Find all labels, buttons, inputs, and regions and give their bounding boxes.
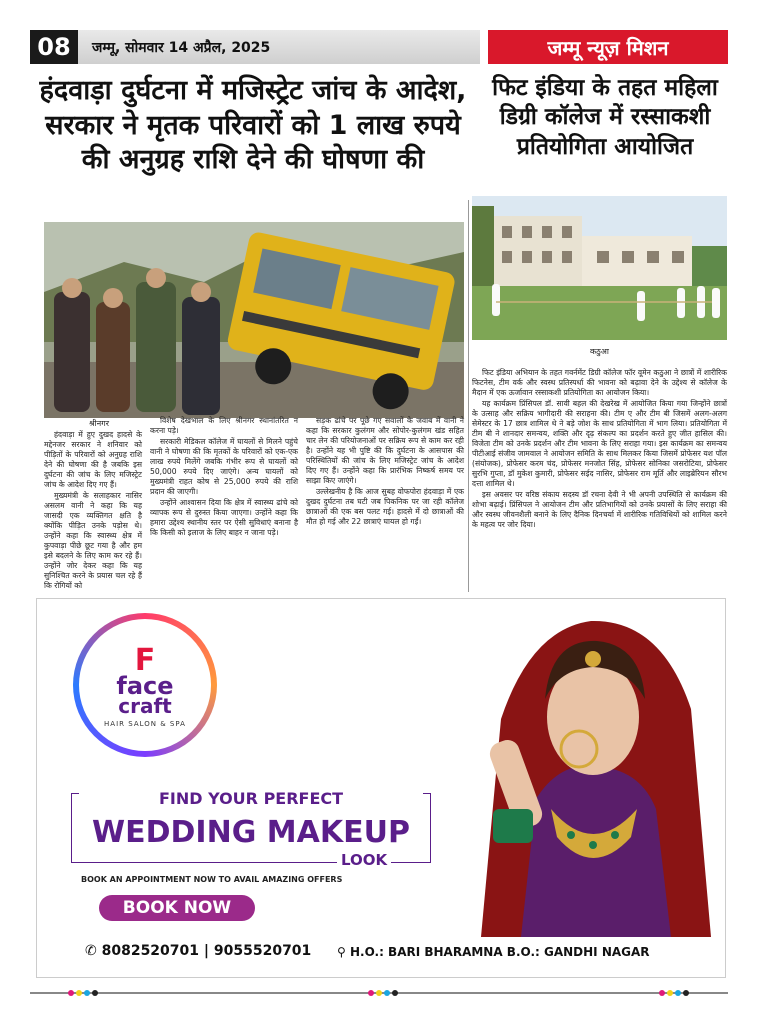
salon-advertisement[interactable] xyxy=(36,598,726,978)
paragraph: फिट इंडिया अभियान के तहत गवर्नमेंट डिग्री कॉलेज फॉर वूमेन कठुआ ने छात्रों में शारीरिक फिटनेस, टीम वर्क और स्वस्थ प्रतिस्पर्धा की भावना को बढ़ावा देने के उद्देश्य से कॉलेज के मैदान में एक ऊर्जावान रस्साकशी प्रतियोगिता का आयोजन किया। xyxy=(472,368,727,397)
ad-line-3: LOOK xyxy=(337,851,391,869)
masthead: जम्मू न्यूज़ मिशन xyxy=(488,30,728,64)
article-column-2 xyxy=(150,416,298,539)
paragraph: विशेष देखभाल के लिए श्रीनगर स्थानांतरित न करना पड़े। xyxy=(150,416,298,435)
headline-fit-india: फिट इंडिया के तहत महिला डिग्री कॉलेज में रस्साकशी प्रतियोगिता आयोजित xyxy=(492,75,718,160)
paragraph: उल्लेखनीय है कि आज सुबह वोफपोरा हंदवाड़ा में एक दुखद दुर्घटना तब घटी जब पिकनिक पर जा रही कॉलेज छात्राओं की एक बस पलट गई। हादसे में दो छात्राओं की मौत हो गई और 22 छात्राएं घायल हो गईं। xyxy=(306,487,464,526)
salon-address: ⚲ H.O.: BARI BHARAMNA B.O.: GANDHI NAGAR xyxy=(337,945,650,959)
brand-glyph: F xyxy=(134,642,156,678)
article-column-3 xyxy=(306,416,464,528)
phone-numbers[interactable]: ✆ 8082520701 | 9055520701 xyxy=(85,943,312,959)
photo-caption-left: श्रीनगर xyxy=(89,419,109,428)
paragraph: इस अवसर पर वरिष्ठ संकाय सदस्य डॉ रचना देवी ने भी अपनी उपस्थिति से कार्यक्रम की शोभा बढ़ाई। प्रिंसिपल ने आयोजन टीम और प्रतिभागियों को उनके प्रयासों के लिए सराहा की और स्वस्थ जीवनशैली बनाने के लिए दैनिक दिनचर्या में शारीरिक गतिविधियों को शामिल करने के महत्व पर जोर दिया। xyxy=(472,490,727,529)
college-photo xyxy=(472,196,727,340)
paragraph: सरकारी मेडिकल कॉलेज में घायलों से मिलने पहुंचे वानी ने घोषणा की कि मृतकों के परिवारों को एक-एक लाख रुपये मिलेंगे जबकि गंभीर रूप से घायलों को 50,000 रुपये दिए जाएंगे। अन्य घायलों को मुख्यमंत्री राहत कोष से 25,000 रुपये की राशि प्रदान की जाएगी। xyxy=(150,437,298,496)
accident-photo xyxy=(44,222,464,418)
page-number: 08 xyxy=(30,30,78,64)
ad-line-1: FIND YOUR PERFECT xyxy=(79,789,423,808)
ad-line-2: WEDDING MAKEUP xyxy=(92,815,410,850)
booking-info: BOOK AN APPOINTMENT NOW TO AVAIL AMAZING OFFERS xyxy=(81,875,343,884)
brand-subtitle: HAIR SALON & SPA xyxy=(104,719,186,728)
headline-handwara: हंदवाड़ा दुर्घटना में मजिस्ट्रेट जांच के आदेश, सरकार ने मृतक परिवारों को 1 लाख रुपये की अनुग्रह राशि देने की घोषणा की xyxy=(39,75,467,176)
article-column-1 xyxy=(44,430,142,592)
book-now-button[interactable]: BOOK NOW xyxy=(99,895,255,921)
brand-logo xyxy=(73,613,217,757)
paragraph: सड़क ढांचे पर पूछे गए सवालों के जवाब में वानी ने कहा कि सरकार कुलंगम और सोपोर-कुलंगम खंड सहित चार लेन की परियोजनाओं पर सक्रिय रूप से काम कर रही है। उन्होंने यह भी पुष्टि की कि दुर्घटना के आसपास की परिस्थितियों की जांच के लिए मजिस्ट्रेट जांच के आदेश दिए गए हैं। उन्होंने कहा कि प्रारंभिक निष्कर्ष समय पर साझा किए जाएंगे। xyxy=(306,416,464,485)
paragraph: मुख्यमंत्री के सलाहकार नासिर असलम वानी ने कहा कि यह जासदी एक व्यक्तिगत क्षति है क्योंकि पीड़ित उनके पड़ोस थे। उन्होंने कहा कि स्वास्थ्य क्षेत्र में कुपवाड़ा पीछे छूट गया है और हम इसे बदलने के लिए काम कर रहे हैं। उन्होंने जोर देकर कहा कि यह सुनिश्चित करने के प्रयास चल रहे हैं कि रोगियों को xyxy=(44,491,142,590)
print-registration-marks xyxy=(66,988,696,1001)
date-line: जम्मू, सोमवार 14 अप्रैल, 2025 xyxy=(92,40,271,56)
photo-caption-right: कठुआ xyxy=(590,347,609,356)
paragraph: उन्होंने आश्वासन दिया कि क्षेत्र में स्वास्थ्य ढांचे को व्यापक रूप से दुरुस्त किया जाएगा। उन्होंने कहा कि हमारा उद्देश्य स्थानीय स्तर पर ऐसी सुविधाएं बनाना है कि किसी को इलाज के लिए बाहर न जाना पड़े। xyxy=(150,498,298,537)
brand-name-line-2: craft xyxy=(118,693,172,718)
column-divider xyxy=(468,200,469,592)
bride-model-image xyxy=(441,599,726,937)
article-column-right xyxy=(472,368,727,531)
brand-name-line-1: face xyxy=(116,671,174,700)
paragraph: हंदवाड़ा में हुए दुखद हादसे के मद्देनजर सरकार ने शनिवार को पीड़ितों के परिवारों को अनुग्रह राशि देने की घोषणा की है जबकि इस दुर्घटना की जांच के लिए मजिस्ट्रेट जांच के आदेश दिए गए हैं। xyxy=(44,430,142,489)
paragraph: यह कार्यक्रम प्रिंसिपल डॉ. सावी बहल की देखरेख में आयोजित किया गया जिन्होंने छात्रों के उत्साह और सक्रिय भागीदारी की सराहना की। टीम ए और टीम बी जिसमें अलग-अलग सेमेस्टर के 17 छात्र शामिल थे ने बड़े जोश के साथ प्रतियोगिता में भाग लिया। प्रतियोगिता में टीम बी ने शानदार समन्वय, शक्ति और दृढ़ संकल्प का प्रदर्शन करते हुए जीत हासिल की। विजेता टीम को उनके प्रदर्शन और टीम भावना के लिए सराहा गया। इस कार्यक्रम का समन्वय पीटीआई संजीव जामवाल ने आयोजन समिति के साथ मिलकर किया जिसमें प्रोफेसर यश पॉल (संयोजक), प्रोफेसर करम चंद, प्रोफेसर मनजोत सिंह, प्रोफेसर सोनिका जसरोटिया, प्रोफेसर सुरभि गुप्ता, डॉ मुकेश कुमारी, प्रोफेसर सईद नासिर, प्रोफेसर राम मूर्ति और लाइब्रेरियन सौरभ दत्ता शामिल थे। xyxy=(472,399,727,488)
